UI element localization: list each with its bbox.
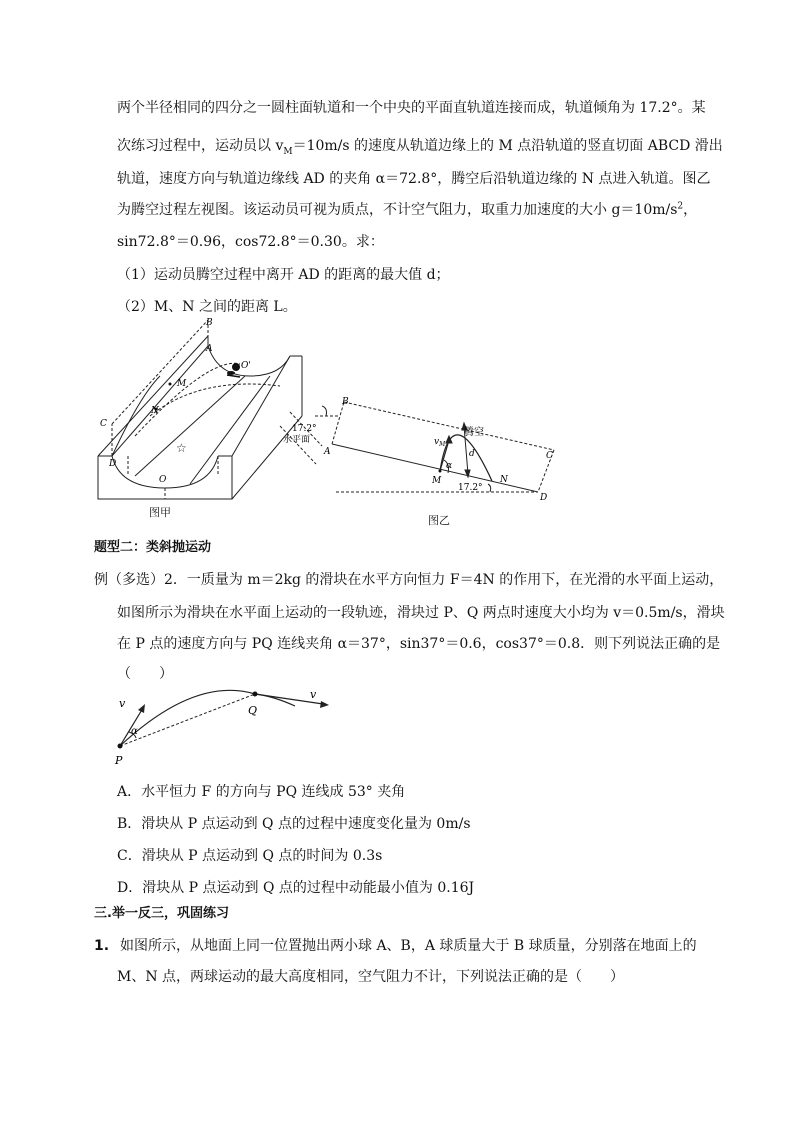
subscript: M: [283, 146, 293, 157]
figure-yi-caption: 图乙: [428, 514, 450, 527]
superscript: 2: [677, 201, 684, 212]
label-D: D: [109, 459, 117, 469]
text: 轨道，速度方向与轨道边缘线 AD 的夹角 α＝72.8°，腾空后沿轨道边缘的 N 点进入轨道。图乙: [117, 171, 711, 187]
option-c: C．滑块从 P 点运动到 Q 点的时间为 0.3s: [117, 848, 383, 864]
example2-line-3: 在 P 点的速度方向与 PQ 连线夹角 α＝37°，sin37°＝0.6，cos37°＝0.8．则下列说法正确的是: [117, 636, 721, 652]
label-Q: Q: [248, 704, 258, 717]
problem1-line-2: [117, 135, 723, 157]
problem1-line-5: [117, 231, 384, 251]
label-v1: v: [119, 697, 126, 710]
label-M: M: [432, 476, 442, 486]
option-b: B．滑块从 P 点运动到 Q 点的过程中速度变化量为 0m/s: [117, 816, 471, 832]
angle-label: 17.2°: [292, 424, 317, 434]
label-B: B: [342, 397, 349, 407]
label-d: d: [469, 449, 475, 459]
text: 两个半径相同的四分之一圆柱面轨道和一个中央的平面直轨道连接而成，轨道倾角为 17.2°。某: [117, 100, 706, 116]
label-P: P: [115, 754, 123, 767]
ground-label: 水平面: [283, 435, 311, 445]
problem1-line-1: [117, 97, 706, 117]
label-O-prime: O': [241, 361, 251, 371]
example2-line-4: （ ）: [117, 666, 173, 682]
example2-line-2: 如图所示为滑块在水平面上运动的一段轨迹，滑块过 P、Q 两点时速度大小均为 v＝0.5m/s，滑块: [117, 605, 725, 621]
text: ，: [683, 202, 698, 218]
label-N: N: [500, 475, 508, 485]
option-d: D．滑块从 P 点运动到 Q 点的过程中动能最小值为 0.16J: [117, 880, 475, 896]
text: 如图所示，从地面上同一位置抛出两小球 A、B，A 球质量大于 B 球质量，分别落在地面上的: [120, 938, 697, 954]
exercise1-line-2: M、N 点，两球运动的最大高度相同，空气阻力不计，下列说法正确的是（ ）: [117, 969, 625, 985]
label-O: O: [159, 475, 167, 485]
option-a: A．水平恒力 F 的方向与 PQ 连线成 53° 夹角: [117, 784, 406, 800]
label-alpha: α: [131, 726, 138, 737]
label-C: C: [100, 419, 107, 429]
label-air: 腾空: [464, 427, 484, 438]
exercise1-line-1: [94, 935, 697, 955]
text: sin72.8°＝0.96，cos72.8°＝0.30。求：: [117, 234, 384, 250]
label-v2: v: [310, 688, 317, 701]
figure-yi: [322, 392, 562, 510]
problem1-question-2: （2）M、N 之间的距离 L。: [117, 299, 297, 315]
label-alpha: α: [446, 461, 453, 471]
label-N: N: [151, 406, 159, 416]
figure-example2: [105, 682, 345, 768]
section3-title: 三.举一反三，巩固练习: [94, 906, 229, 921]
label-C: C: [546, 451, 553, 461]
label-A: A: [324, 447, 331, 457]
label-A: A: [206, 344, 213, 354]
problem1-line-4: [117, 199, 697, 219]
label-vm: $v_M$: [434, 437, 446, 448]
label-B: B: [206, 318, 213, 328]
problem1-question-1: （1）运动员腾空过程中离开 AD 的距离的最大值 d；: [117, 267, 450, 283]
label-D: D: [540, 493, 548, 503]
exercise1-number: 1.: [94, 938, 110, 954]
star-mark-icon: ☆: [176, 441, 187, 455]
text: ＝10m/s 的速度从轨道边缘上的 M 点沿轨道的竖直切面 ABCD 滑出: [292, 138, 723, 154]
angle-label: 17.2°: [458, 483, 483, 493]
problem1-line-3: [117, 168, 710, 188]
example2-line-1: 例（多选）2．一质量为 m＝2kg 的滑块在水平方向恒力 F＝4N 的作用下，在光滑的水平面上运动，: [94, 572, 724, 588]
label-M: M: [177, 379, 187, 389]
section2-title: 题型二：类斜抛运动: [94, 540, 212, 555]
figure-jia: [90, 316, 340, 526]
figure-jia-caption: 图甲: [149, 506, 171, 519]
text: 次练习过程中，运动员以 v: [117, 138, 284, 154]
text: 为腾空过程左视图。该运动员可视为质点，不计空气阻力，取重力加速度的大小 g＝10m/s: [117, 202, 678, 218]
